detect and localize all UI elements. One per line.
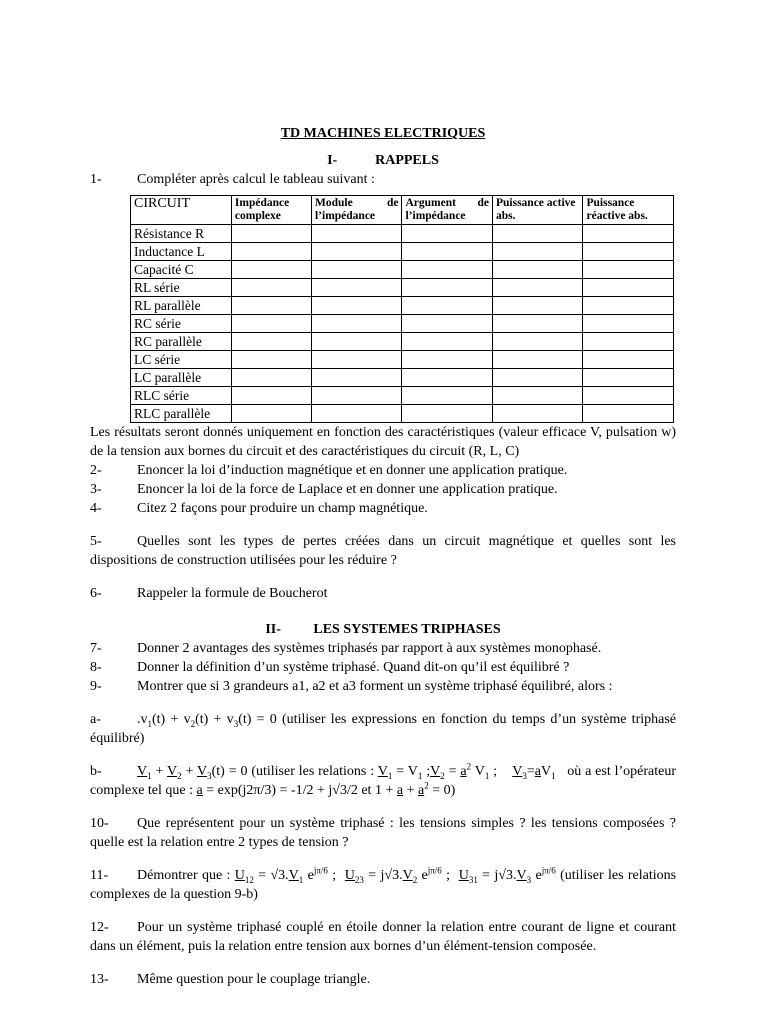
- table-cell: [311, 333, 402, 351]
- table-cell: [492, 315, 583, 333]
- table-row: [131, 279, 674, 297]
- equation-phasor-sum: $V_1 + V_2 + V_3$: [137, 764, 212, 781]
- table-cell: [311, 405, 402, 423]
- table-cell: [492, 387, 583, 405]
- table-cell: [231, 279, 311, 297]
- question-text: Que représentent pour un système triphasé : les tensions simples ? les tensions composées ? quelle est la relation entre 2 types de tension ?: [90, 816, 676, 850]
- table-cell: [492, 297, 583, 315]
- question-7: [90, 639, 676, 658]
- header-puissance-reactive: Puissance réactive abs.: [583, 196, 674, 225]
- row-label: RC série: [131, 315, 232, 333]
- table-cell: [311, 225, 402, 243]
- table-cell: [492, 225, 583, 243]
- table-cell: [402, 243, 493, 261]
- question-text-end: où a est l’opérateur complexe tel que :: [90, 764, 676, 798]
- question-number: 7-: [90, 641, 102, 656]
- table-cell: [311, 351, 402, 369]
- table-cell: [402, 351, 493, 369]
- table-cell: [402, 369, 493, 387]
- table-row: [131, 243, 674, 261]
- table-row: [131, 333, 674, 351]
- table-cell: [583, 405, 674, 423]
- section-label: RAPPELS: [375, 153, 439, 168]
- row-label: RC parallèle: [131, 333, 232, 351]
- recap-table: [130, 195, 674, 423]
- question-11: [90, 866, 676, 904]
- row-label: RLC parallèle: [131, 405, 232, 423]
- table-cell: [311, 297, 402, 315]
- question-text: Enoncer la loi de la force de Laplace et en donner une application pratique.: [137, 482, 558, 497]
- table-cell: [231, 333, 311, 351]
- table-cell: [231, 405, 311, 423]
- table-cell: [231, 315, 311, 333]
- question-number: 2-: [90, 463, 102, 478]
- section-label: LES SYSTEMES TRIPHASES: [313, 622, 501, 637]
- table-cell: [492, 261, 583, 279]
- table-cell: [311, 279, 402, 297]
- question-text: Enoncer la loi d’induction magnétique et en donner une application pratique.: [137, 463, 568, 478]
- question-text: Rappeler la formule de Boucherot: [137, 586, 328, 601]
- header-module: Module de l’impédance: [311, 196, 402, 225]
- question-5: [90, 532, 676, 570]
- question-text: Pour un système triphasé couplé en étoile donner la relation entre courant de ligne et courant dans un élément, puis la relation entre tension aux bornes d’un élément-tension composée.: [90, 920, 676, 954]
- question-text: (t) = 0 (utiliser les relations :: [211, 764, 375, 779]
- table-cell: [231, 225, 311, 243]
- equation-sum: $.v_1(t) + v_2(t) + v_3$: [137, 712, 239, 729]
- table-header-row: [131, 196, 674, 225]
- table-cell: [583, 243, 674, 261]
- question-number: 4-: [90, 501, 102, 516]
- table-cell: [583, 315, 674, 333]
- table-row: [131, 405, 674, 423]
- table-cell: [402, 333, 493, 351]
- table-row: [131, 351, 674, 369]
- question-number: 12-: [90, 920, 109, 935]
- question-number: 13-: [90, 972, 109, 987]
- question-10: [90, 814, 676, 852]
- question-text: Citez 2 façons pour produire un champ magnétique.: [137, 501, 428, 516]
- table-row: [131, 261, 674, 279]
- table-row: [131, 297, 674, 315]
- question-8: [90, 658, 676, 677]
- equation-identity: $a + a^2$: [396, 780, 429, 798]
- table-cell: [492, 333, 583, 351]
- question-text: Quelles sont les types de pertes créées dans un circuit magnétique et quelles sont les dispositions de construction utilisées pour les réduire ?: [90, 534, 676, 568]
- row-label: LC parallèle: [131, 369, 232, 387]
- question-number: 11-: [90, 868, 109, 883]
- operator-definition-end: = 0): [432, 783, 456, 798]
- table-cell: [402, 387, 493, 405]
- header-puissance-active: Puissance active abs.: [492, 196, 583, 225]
- question-9b: [90, 762, 676, 800]
- row-label: RL parallèle: [131, 297, 232, 315]
- table-cell: [583, 333, 674, 351]
- question-text: Donner la définition d’un système triphasé. Quand dit-on qu’il est équilibré ?: [137, 660, 570, 675]
- question-number: 1-: [90, 172, 102, 187]
- table-cell: [231, 387, 311, 405]
- header-circuit: CIRCUIT: [131, 196, 232, 225]
- section-heading-rappels: [90, 151, 676, 170]
- table-cell: [583, 351, 674, 369]
- table-cell: [311, 387, 402, 405]
- table-cell: [492, 369, 583, 387]
- table-cell: [402, 279, 493, 297]
- table-cell: [311, 369, 402, 387]
- table-cell: [231, 243, 311, 261]
- table-cell: [402, 315, 493, 333]
- row-label: Inductance L: [131, 243, 232, 261]
- question-text: Donner 2 avantages des systèmes triphasés par rapport à aux systèmes monophasé.: [137, 641, 602, 656]
- section-heading-triphases: [90, 620, 676, 639]
- table-row: [131, 387, 674, 405]
- question-number: 8-: [90, 660, 102, 675]
- table-cell: [492, 351, 583, 369]
- question-number: a-: [90, 712, 101, 727]
- question-6: [90, 584, 676, 603]
- section-number: I-: [327, 153, 338, 168]
- table-cell: [583, 279, 674, 297]
- section-number: II-: [265, 622, 281, 637]
- question-text: Montrer que si 3 grandeurs a1, a2 et a3 forment un système triphasé équilibré, alors :: [137, 679, 613, 694]
- document-page: [90, 124, 676, 989]
- question-number: 6-: [90, 586, 102, 601]
- question-13: [90, 970, 676, 989]
- question-text: (t) = 0 (utiliser les expressions en fonction du temps d’un système triphasé équilibré): [90, 712, 676, 746]
- table-cell: [583, 225, 674, 243]
- table-cell: [231, 297, 311, 315]
- table-cell: [231, 261, 311, 279]
- table-cell: [311, 243, 402, 261]
- question-number: 9-: [90, 679, 102, 694]
- table-cell: [583, 369, 674, 387]
- row-label: RLC série: [131, 387, 232, 405]
- question-text-tail: (utiliser les relations complexes de la question 9-b): [90, 868, 677, 902]
- table-row: [131, 369, 674, 387]
- question-number: 5-: [90, 534, 102, 549]
- table-cell: [492, 405, 583, 423]
- equation-operator: a: [196, 783, 203, 798]
- table-cell: [583, 297, 674, 315]
- table-cell: [311, 261, 402, 279]
- table-cell: [583, 261, 674, 279]
- table-cell: [402, 261, 493, 279]
- equation-relations: $V_1 = V_1$ $;V_2 = a^2$ $V_1$ ; $V_3=aV_1$: [377, 761, 556, 781]
- question-12: [90, 918, 676, 956]
- question-1: [90, 170, 676, 189]
- table-cell: [402, 405, 493, 423]
- equation-compound-voltages: $U_{12} = √3.V_1$ $e^{j\pi/6}$ ; $U_{23} = j√3.V_2$ $e^{j\pi/6}$ ; $U_{31} = j√3.V_3$ $e^{j\pi/6}$: [234, 865, 556, 885]
- header-argument: Argument de l’impédance: [402, 196, 493, 225]
- question-9a: [90, 710, 676, 748]
- question-number: 10-: [90, 816, 109, 831]
- results-note: Les résultats seront donnés uniquement en fonction des caractéristiques (valeur efficace V, pulsation w) de la tension aux bornes du circuit et des caractéristiques du circuit (R, L, C): [90, 425, 676, 459]
- question-number: 3-: [90, 482, 102, 497]
- row-label: Capacité C: [131, 261, 232, 279]
- question-2: [90, 461, 676, 480]
- table-cell: [492, 243, 583, 261]
- question-number: b-: [90, 764, 102, 779]
- table-row: [131, 225, 674, 243]
- operator-definition: = exp(j2π/3) = -1/2 + j√3/2 et 1 +: [206, 783, 394, 798]
- table-cell: [231, 351, 311, 369]
- table-cell: [402, 297, 493, 315]
- question-9: [90, 677, 676, 696]
- header-impedance-complexe: Impédance complexe: [231, 196, 311, 225]
- question-3: [90, 480, 676, 499]
- table-cell: [402, 225, 493, 243]
- question-4: [90, 499, 676, 518]
- question-text: Compléter après calcul le tableau suivant :: [137, 172, 375, 187]
- row-label: Résistance R: [131, 225, 232, 243]
- question-text: Même question pour le couplage triangle.: [137, 972, 371, 987]
- row-label: LC série: [131, 351, 232, 369]
- table-cell: [492, 279, 583, 297]
- table-cell: [231, 369, 311, 387]
- table-cell: [311, 315, 402, 333]
- document-title: TD MACHINES ELECTRIQUES: [280, 126, 486, 141]
- table-cell: [583, 387, 674, 405]
- table-row: [131, 315, 674, 333]
- row-label: RL série: [131, 279, 232, 297]
- question-text: Démontrer que :: [137, 868, 231, 883]
